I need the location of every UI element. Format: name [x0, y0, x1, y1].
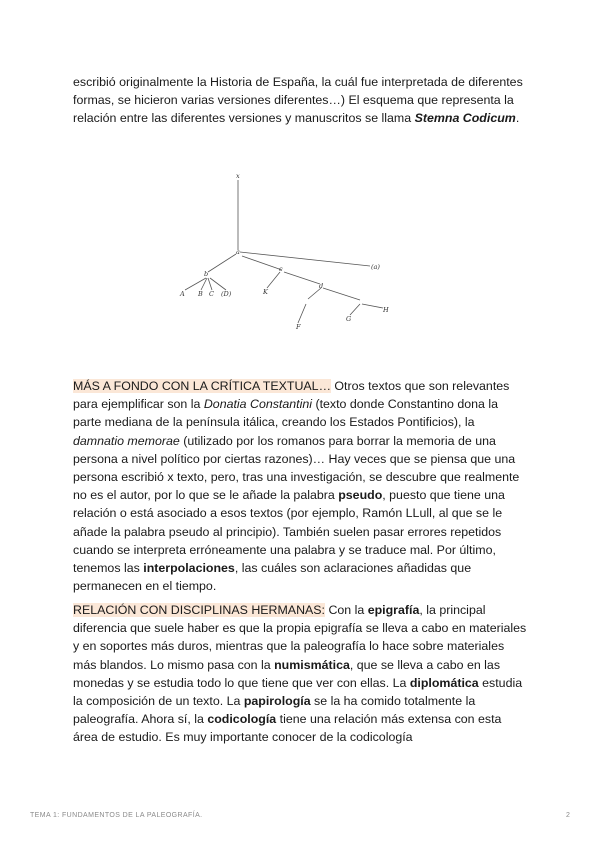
text-run: , que se lleva a cabo en las monedas y se estudia todo lo que tiene que ver con ellas. La [73, 657, 501, 690]
pseudo-term: pseudo [338, 488, 383, 503]
codicologia-term: codicología [207, 712, 277, 727]
interpolaciones-term: interpolaciones [143, 561, 235, 576]
damnatio-term: damnatio memorae [73, 433, 180, 448]
stemma-far-label: (a) [371, 263, 380, 271]
stemma-leaf-C: C [209, 290, 214, 298]
disciplinas-paragraph [73, 601, 528, 747]
text-run: Otros textos que son relevantes para ejemplificar son la [73, 379, 510, 412]
stemma-root-label: x [236, 172, 240, 180]
text-run: se la ha comido totalmente la paleografía. Ahora sí, la [73, 694, 476, 727]
stemma-node-K: K [263, 288, 268, 296]
disciplinas-heading: RELACIÓN CON DISCIPLINAS HERMANAS: [73, 603, 325, 617]
page-number: 2 [566, 812, 570, 819]
numismatica-term: numismática [274, 657, 350, 672]
stemma-node-b: b [204, 270, 209, 278]
text-run: (utilizado por los romanos para borrar la memoria de una persona a nivel político por ciertas razones)… Hay veces que se piensa que una persona escribió x texto, pero, tras una investigación, se descubre que realmente no es el autor, por lo que se le añade la palabra [73, 433, 520, 503]
stemma-node-c: c [279, 265, 283, 273]
donatia-term: Donatia Constantini [203, 397, 312, 412]
stemma-leaf-A: A [180, 290, 185, 298]
text-run: , la principal diferencia que suele haber es que la propia epigrafía se lleva a cabo en materiales y en soportes más duros, mientras que la paleografía lo hace sobre materiales más blandos. Lo mismo pasa con la [73, 603, 527, 672]
stemma-node-a-label: a [236, 248, 240, 256]
text-run: , las cuáles son aclaraciones añadidas que permanecen en el tiempo. [73, 561, 472, 594]
intro-text-end: . [515, 111, 520, 126]
stemma-node-d: d [319, 282, 324, 290]
critica-textual-heading: MÁS A FONDO CON LA CRÍTICA TEXTUAL… [73, 379, 331, 393]
text-run: estudia la composición de un texto. La [73, 675, 523, 709]
stemma-diagram [170, 168, 400, 333]
stemma-leaf-D: (D) [221, 290, 232, 298]
footer-title: TEMA 1: FUNDAMENTOS DE LA PALEOGRAFÍA. [30, 812, 203, 819]
text-run: tiene una relación más extensa con esta área de estudio. Es muy importante conocer de la codicología [73, 712, 502, 745]
epigrafia-term: epigrafía [367, 603, 420, 617]
stemna-codicum-term: Stemna Codicum [414, 111, 516, 126]
papirologia-term: papirología [243, 694, 311, 709]
critica-textual-paragraph [73, 377, 528, 595]
text-run: Con la [325, 603, 368, 617]
stemma-leaf-B: B [198, 290, 203, 298]
diplomatica-term: diplomática [409, 675, 479, 690]
text-run: (texto donde Constantino dona la parte mediana de la península itálica, creando los Estados Pontificios), la [73, 397, 498, 430]
stemma-node-G: G [346, 315, 352, 323]
intro-paragraph [73, 73, 528, 128]
intro-text: escribió originalmente la Historia de España, la cuál fue interpretada de diferentes formas, se hicieron varias versiones diferentes…) El esquema que representa la relación entre las diferentes versiones y manuscritos se llama [73, 75, 523, 126]
stemma-node-F: F [296, 323, 301, 331]
stemma-node-H: H [383, 306, 389, 314]
text-run: , puesto que tiene una relación o está asociado a esos textos (por ejemplo, Ramón LLull, al que se le añade la palabra pseudo al principio). También suelen pasar errores repetidos cuando se interpreta erróneamente una palabra y se traduce mal. Por último, tenemos las [73, 488, 505, 576]
